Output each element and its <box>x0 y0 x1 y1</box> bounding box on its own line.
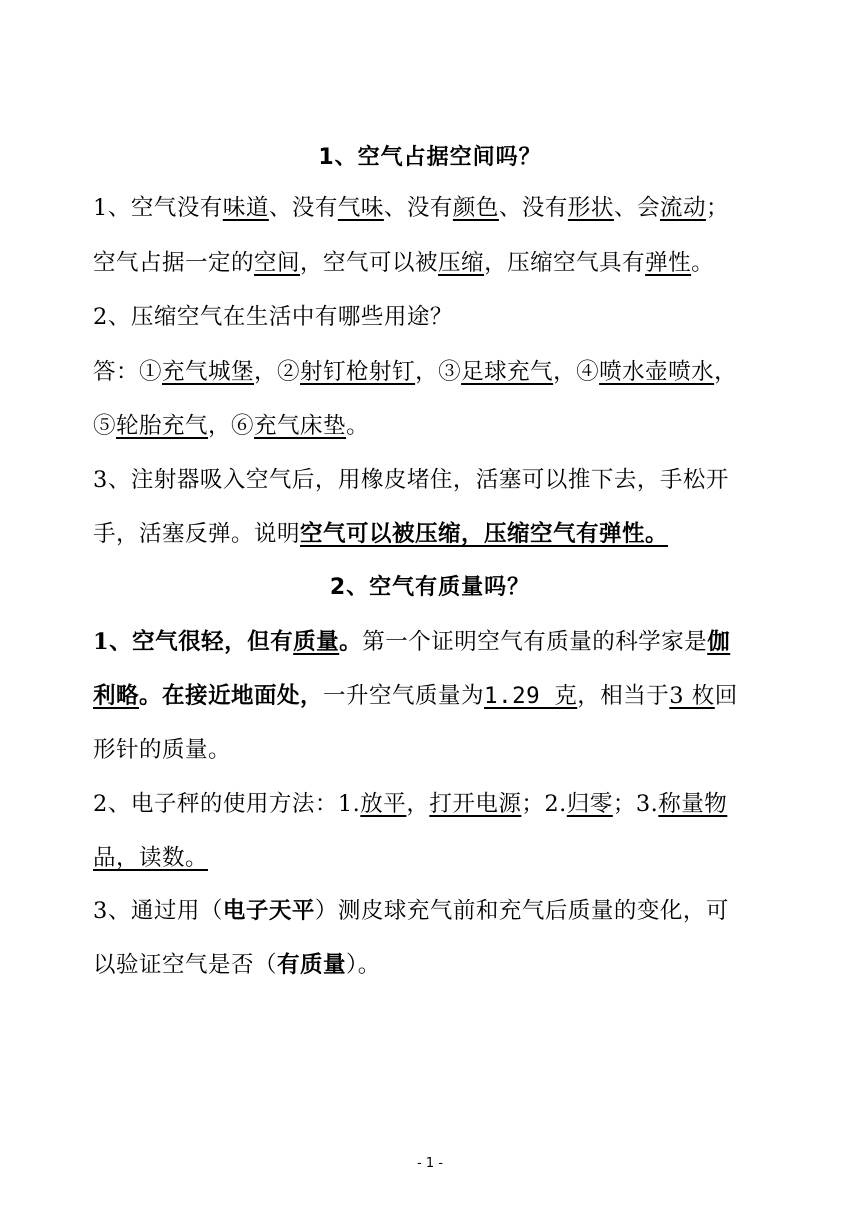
page-number: - 1 - <box>417 1156 443 1171</box>
paragraph-line: 品，读数。 <box>93 845 209 871</box>
answer-line: ⑤轮胎充气，⑥充气床垫。 <box>93 413 370 439</box>
paragraph-line: 1、空气很轻，但有质量。第一个证明空气有质量的科学家是伽 <box>93 629 731 655</box>
paragraph-line: 2、电子秤的使用方法：1.放平，打开电源；2.归零；3.称量物 <box>93 791 728 817</box>
paragraph-line: 手，活塞反弹。说明空气可以被压缩，压缩空气有弹性。 <box>93 521 669 547</box>
paragraph-line: 形针的质量。 <box>93 737 232 763</box>
answer-line: 答：①充气城堡，②射钉枪射钉，③足球充气，④喷水壶喷水， <box>93 359 738 385</box>
paragraph-line: 以验证空气是否（有质量）。 <box>93 952 381 978</box>
paragraph-line: 1、空气没有味道、没有气味、没有颜色、没有形状、会流动； <box>93 195 729 221</box>
question-line: 2、压缩空气在生活中有哪些用途？ <box>93 304 453 330</box>
paragraph-line: 3、注射器吸入空气后，用橡皮堵住，活塞可以推下去，手松开 <box>93 467 729 493</box>
paragraph-line: 利略。在接近地面处，一升空气质量为1.29 克，相当于3 枚回 <box>93 683 738 709</box>
section-1-title: 1、空气占据空间吗？ <box>318 145 542 170</box>
paragraph-line: 3、通过用（电子天平）测皮球充气前和充气后质量的变化，可 <box>93 898 729 924</box>
section-2-title: 2、空气有质量吗？ <box>329 575 531 600</box>
paragraph-line: 空气占据一定的空间，空气可以被压缩，压缩空气具有弹性。 <box>93 250 715 276</box>
